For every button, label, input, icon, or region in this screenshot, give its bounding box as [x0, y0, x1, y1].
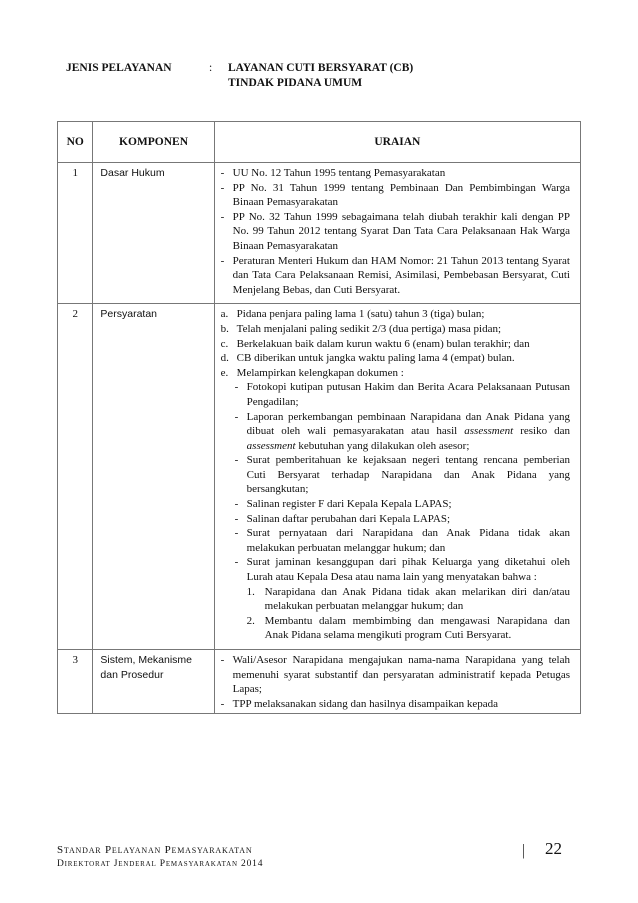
numbered-item: 1. Narapidana dan Anak Pidana tidak akan melarikan diri dan/atau melakukan perbuatan melanggar hukum; dan	[246, 585, 570, 613]
table-row	[58, 650, 581, 714]
row-number: 1	[58, 163, 93, 304]
list-item: - TPP melaksanakan sidang dan hasilnya disampaikan kepada	[220, 697, 499, 710]
row-number: 3	[58, 650, 93, 714]
list-item-c: c. Berkelakuan baik dalam kurun waktu 6 (enam) bulan terakhir; dan	[220, 337, 530, 350]
row-number: 2	[58, 304, 93, 650]
list-item: - Peraturan Menteri Hukum dan HAM Nomor: 21 Tahun 2013 tentang Syarat dan Tata Cara Pelaksanaan Remisi, Asimilasi, Pembebasan Bersyarat, Cuti Menjelang Bebas, dan Cuti Bersyarat.	[220, 254, 570, 296]
numbered-item: 2. Membantu dalam membimbing dan mengawasi Narapidana dan Anak Pidana selama mengikuti program Cuti Bersyarat.	[246, 614, 570, 642]
row-komponen: Dasar Hukum	[93, 163, 214, 304]
header-colon: :	[209, 62, 213, 74]
document-item: - Laporan perkembangan pembinaan Narapidana dan Anak Pidana yang dibuat oleh wali pemasyarakatan atau hasil assessment resiko dan assessment kebutuhan yang dilakukan oleh asesor;	[234, 410, 571, 452]
list-item: - Wali/Asesor Narapidana mengajukan nama-nama Narapidana yang telah memenuhi syarat substantif dan persyaratan administratif kepada Petugas Lapas;	[220, 654, 570, 696]
row-uraian	[214, 650, 580, 714]
document-item: - Surat pernyataan dari Narapidana dan Anak Pidana tidak akan melakukan perbuatan melanggar hukum; dan	[234, 527, 570, 554]
row-uraian	[214, 163, 580, 304]
row-komponen: Persyaratan	[93, 304, 214, 650]
col-header-no: NO	[58, 122, 93, 163]
table-row	[58, 163, 581, 304]
footer-subtitle: Direktorat Jenderal Pemasyarakatan 2014	[57, 859, 264, 869]
row-komponen: Sistem, Mekanisme dan Prosedur	[93, 650, 214, 714]
table-header-row	[58, 122, 581, 163]
col-header-komponen: KOMPONEN	[93, 122, 214, 163]
document-item: - Surat jaminan kesanggupan dari pihak Keluarga yang diketahui oleh Lurah atau Kepala Desa atau nama lain yang menyatakan bahwa :	[234, 556, 570, 584]
service-standard-table	[57, 121, 581, 714]
footer-title: Standar Pelayanan Pemasyarakatan	[57, 844, 253, 856]
service-type-value-line2: TINDAK PIDANA UMUM	[228, 77, 363, 89]
document-item: - Fotokopi kutipan putusan Hakim dan Berita Acara Pelaksanaan Putusan Pengadilan;	[234, 381, 570, 408]
document-item: - Salinan daftar perubahan dari Kepala LAPAS;	[234, 512, 451, 525]
list-item-e: e. Melampirkan kelengkapan dokumen :	[220, 366, 404, 379]
list-item: - PP No. 32 Tahun 1999 sebagaimana telah diubah terakhir kali dengan PP No. 99 Tahun 2012 tentang Syarat Dan Tata Cara Pelaksanaan Hak Warga Binaan Pemasyarakatan	[220, 210, 570, 252]
list-item-d: d. CB diberikan untuk jangka waktu paling lama 4 (empat) bulan.	[220, 352, 515, 365]
document-item: - Surat pemberitahuan ke kejaksaan negeri tentang rencana pemberian Cuti Bersyarat terhadap Narapidana dan Anak Pidana yang bersangkutan;	[234, 454, 570, 496]
service-type-value-line1: LAYANAN CUTI BERSYARAT (CB)	[228, 62, 414, 74]
footer-separator: |	[522, 842, 526, 859]
document-item: - Salinan register F dari Kepala Kepala LAPAS;	[234, 498, 452, 511]
col-header-uraian: URAIAN	[214, 122, 580, 163]
page-number: 22	[545, 839, 562, 858]
row-uraian	[214, 304, 580, 650]
list-item-a: a. Pidana penjara paling lama 1 (satu) tahun 3 (tiga) bulan;	[220, 308, 485, 321]
list-item: - UU No. 12 Tahun 1995 tentang Pemasyarakatan	[220, 167, 446, 179]
table-row	[58, 304, 581, 650]
service-type-label: JENIS PELAYANAN	[66, 62, 172, 74]
list-item-b: b. Telah menjalani paling sedikit 2/3 (dua pertiga) masa pidan;	[220, 322, 502, 335]
list-item: - PP No. 31 Tahun 1999 tentang Pembinaan Dan Pembimbingan Warga Binaan Pemasyarakatan	[220, 181, 570, 209]
